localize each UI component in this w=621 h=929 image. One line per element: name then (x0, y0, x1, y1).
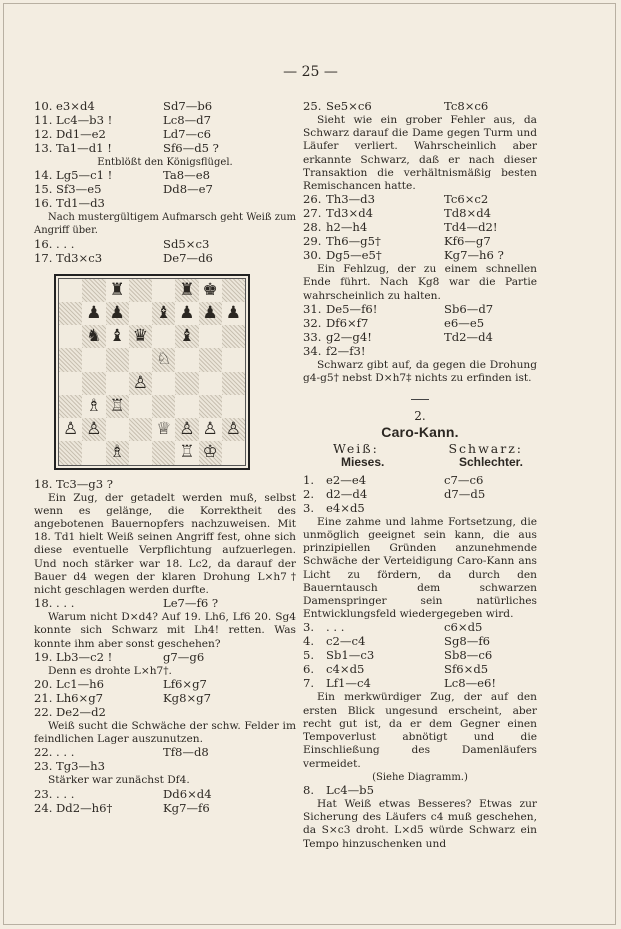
board-square (82, 418, 105, 441)
white-move: Dd2—h6† (56, 800, 113, 815)
move-row (34, 114, 296, 128)
black-move (163, 478, 296, 492)
move-number: 22. (34, 745, 53, 760)
board-square (199, 418, 222, 441)
black-move: Kg7—h6 ? (444, 248, 504, 263)
chess-piece-icon: ♗ (86, 395, 102, 416)
chess-piece-icon: ♕ (156, 419, 172, 440)
players-header (303, 456, 537, 470)
chess-piece-icon: ♙ (63, 419, 79, 440)
annotation: Warum nicht D×d4? Auf 19. Lh6, Lf6 20. Sg4 konnte sich Schwarz mit Lh4! retten. Was konnte ihm aber sonst geschehen? (34, 611, 296, 650)
white-move: Td1—d3 (56, 196, 105, 211)
chess-piece-icon: ♞ (86, 326, 102, 347)
move-row (34, 238, 296, 252)
annotation: Ein Fehlzug, der zu einem schnellen Ende führt. Nach Kg8 war die Partie wahrscheinlich zu halten. (303, 263, 537, 302)
move-row (303, 345, 537, 359)
board-square (199, 441, 222, 464)
move-number: 32. (303, 315, 322, 330)
board-square (59, 302, 82, 325)
white-move: Lc4—b5 (326, 782, 374, 797)
chess-piece-icon: ♝ (156, 302, 172, 323)
board-square (106, 395, 129, 418)
black-label: Schwarz: (448, 441, 523, 457)
board-square (106, 418, 129, 441)
white-move: Lc1—h6 (56, 677, 105, 692)
board-square (175, 348, 198, 371)
board-square (152, 325, 175, 348)
white-move: Sf3—e5 (56, 182, 102, 197)
white-move: De5—f6! (326, 301, 378, 316)
white-move: c4×d5 (326, 662, 365, 677)
board-square (129, 418, 152, 441)
board-square (82, 302, 105, 325)
board-square (175, 441, 198, 464)
move-number: 5. (303, 648, 315, 663)
board-square (152, 279, 175, 302)
move-number: 4. (303, 634, 315, 649)
white-move: Lf1—c4 (326, 676, 371, 691)
annotation: Hat Weiß etwas Besseres? Etwas zur Sicherung des Läufers c4 muß geschehen, da S×c3 droht. L×d5 würde Schwarz ein Tempo hinzuschenken und (303, 797, 537, 850)
black-move: Td8×d4 (444, 206, 492, 221)
moves-group (303, 303, 537, 359)
move-row (303, 303, 537, 317)
board-square (129, 279, 152, 302)
white-move: e4×d5 (326, 500, 365, 515)
board-square (222, 302, 245, 325)
black-move: Lf6×g7 (163, 677, 207, 692)
move-row (34, 197, 296, 211)
board-square (82, 325, 105, 348)
board-square (59, 348, 82, 371)
move-number: 24. (34, 800, 53, 815)
move-number: 16. (34, 236, 53, 251)
annotation: Sieht wie ein grober Fehler aus, da Schwarz darauf die Dame gegen Turm und Läufer verliert. Wahrscheinlich aber erkannte Schwarz, daß er nach dieser Transaktion die verhältnismäßig besten Remischancen hatte. (303, 114, 537, 193)
board-square (152, 302, 175, 325)
annotation: Ein merkwürdiger Zug, der auf den ersten Blick ungesund erscheint, aber recht gut ist, da er dem Gegner einen Tempoverlust abnötigt und die Einschließung des Damenläufers vermeidet. (303, 691, 537, 770)
board-square (175, 418, 198, 441)
move-row (303, 677, 537, 691)
board-square (106, 325, 129, 348)
moves-group (303, 100, 537, 114)
board-square (82, 395, 105, 418)
move-number: 18. (34, 596, 53, 611)
move-row (303, 249, 537, 263)
move-row (34, 478, 296, 492)
board-square (129, 372, 152, 395)
white-player: Mieses. (341, 454, 385, 469)
move-number: 15. (34, 182, 53, 197)
move-number: 3. (303, 620, 315, 635)
move-row (303, 221, 537, 235)
move-number: 13. (34, 141, 53, 155)
black-move: Ta8—e8 (163, 168, 210, 183)
black-move: d7—d5 (444, 486, 486, 501)
board-square (222, 441, 245, 464)
chess-piece-icon: ♛ (132, 326, 148, 347)
board-square (82, 372, 105, 395)
board-square (59, 395, 82, 418)
black-move: Sb8—c6 (444, 648, 493, 663)
white-label: Weiß: (333, 441, 379, 457)
black-move: De7—d6 (163, 250, 213, 265)
board-square (152, 441, 175, 464)
black-move: Sg8—f6 (444, 634, 491, 649)
board-square (199, 325, 222, 348)
move-row (303, 474, 537, 488)
black-move: Dd6×d4 (163, 786, 212, 801)
white-move: Tc3—g3 ? (56, 476, 113, 491)
moves-group (34, 788, 296, 816)
board-square (152, 395, 175, 418)
move-number: 23. (34, 786, 53, 801)
move-number: 21. (34, 691, 53, 706)
board-square (106, 372, 129, 395)
move-row (303, 207, 537, 221)
white-move: . . . (56, 786, 75, 801)
chess-piece-icon: ♖ (109, 395, 125, 416)
board-square (199, 279, 222, 302)
white-move: Td3×c3 (56, 250, 103, 265)
black-move: Td2—d4 (444, 329, 493, 344)
move-number: 31. (303, 301, 322, 316)
move-row (303, 663, 537, 677)
board-square (59, 372, 82, 395)
black-move: Sd7—b6 (163, 99, 213, 113)
white-move: Lh6×g7 (56, 691, 104, 706)
black-move: Tc8×c6 (444, 99, 489, 113)
left-column (34, 100, 296, 816)
board-square (175, 372, 198, 395)
board-square (222, 418, 245, 441)
board-square (129, 441, 152, 464)
board-square (199, 348, 222, 371)
move-number: 27. (303, 206, 322, 221)
board-square (152, 348, 175, 371)
move-row (34, 706, 296, 720)
board-square (152, 418, 175, 441)
chess-piece-icon: ♙ (179, 419, 195, 440)
white-move: . . . (56, 236, 75, 251)
board-square (59, 279, 82, 302)
white-move: h2—h4 (326, 220, 368, 235)
black-move: g7—g6 (163, 649, 205, 664)
moves-group (34, 478, 296, 492)
board-square (222, 348, 245, 371)
board-square (106, 279, 129, 302)
right-column (303, 100, 537, 851)
board-square (82, 279, 105, 302)
move-row (34, 678, 296, 692)
board-square (82, 441, 105, 464)
chess-piece-icon: ♖ (179, 442, 195, 463)
board-square (199, 302, 222, 325)
colors-header (303, 442, 537, 456)
black-move: Sf6×d5 (444, 662, 489, 677)
section-divider (411, 399, 429, 400)
move-row (303, 784, 537, 798)
white-move: Tg3—h3 (56, 759, 105, 774)
white-move: Lg5—c1 ! (56, 168, 113, 183)
black-move (444, 502, 537, 516)
white-move: . . . (326, 620, 345, 635)
move-number: 22. (34, 705, 53, 720)
moves-group (303, 784, 537, 798)
board-square (129, 302, 152, 325)
board-square (129, 325, 152, 348)
move-number: 10. (34, 99, 53, 113)
board-square (82, 348, 105, 371)
annotation: Eine zahme und lahme Fortsetzung, die unmöglich geeignet sein kann, die aus prinzipiellen Gründen anzunehmende Schwäche der Verteidigung Caro-Kann ans Licht zu fördern, da durch den Bauerntausch dem schwarzen Damenspringer sein natürliches Entwicklungsfeld wiedergegeben wird. (303, 515, 537, 621)
moves-group (303, 193, 537, 263)
move-row (34, 128, 296, 142)
board-square (199, 395, 222, 418)
game-number: 2. (414, 409, 426, 424)
moves-group (34, 678, 296, 720)
board-square (222, 325, 245, 348)
chess-piece-icon: ♗ (109, 442, 125, 463)
annotation: Schwarz gibt auf, da gegen die Drohung g4-g5† nebst D×h7‡ nichts zu erfinden ist. (303, 358, 537, 385)
white-move: Lc4—b3 ! (56, 113, 113, 127)
move-row (34, 597, 296, 611)
move-number: 11. (34, 113, 53, 127)
board-square (175, 395, 198, 418)
black-move: Sd5×c3 (163, 236, 210, 251)
annotation: Stärker war zunächst Df4. (48, 774, 190, 787)
chess-piece-icon: ♜ (179, 279, 195, 300)
black-move (163, 706, 296, 720)
black-move (163, 197, 296, 211)
page-number: — 25 — (283, 64, 338, 80)
move-number: 33. (303, 329, 322, 344)
move-row (34, 183, 296, 197)
board-square (59, 441, 82, 464)
black-move: c6×d5 (444, 620, 483, 635)
move-number: 12. (34, 127, 53, 141)
moves-group (303, 621, 537, 691)
move-row (34, 760, 296, 774)
board-square (175, 302, 198, 325)
move-row (34, 746, 296, 760)
white-move: f2—f3! (326, 343, 366, 358)
black-player: Schlechter. (458, 454, 523, 469)
white-move: Th6—g5† (326, 234, 381, 249)
moves-group (34, 169, 296, 211)
moves-group (34, 100, 296, 156)
move-number: 23. (34, 759, 53, 774)
move-number: 26. (303, 192, 322, 207)
chess-piece-icon: ♝ (179, 326, 195, 347)
white-move: Ta1—d1 ! (56, 141, 112, 155)
move-row (303, 193, 537, 207)
move-number: 25. (303, 99, 322, 113)
board-square (106, 302, 129, 325)
annotation: Ein Zug, der getadelt werden muß, selbst wenn es gelänge, die Korrektheit des angebotenen Bauernopfers nachzuweisen. Mit 18. Td1 hielt Weiß seinen Angriff fest, ohne sich diese eventuelle Verpflichtung aufzuerlegen. Und noch stärker war 18. Lc2, da darauf der Bauer d4 wegen der klaren Drohung L×h7† nicht geschlagen werden durfte. (34, 491, 296, 597)
chess-piece-icon: ♚ (202, 279, 218, 300)
board-square (129, 348, 152, 371)
black-move: Ld7—c6 (163, 127, 211, 141)
black-move: Tf8—d8 (163, 745, 209, 760)
chess-piece-icon: ♟ (202, 302, 218, 323)
annotation: Denn es drohte L×h7†. (48, 664, 172, 677)
move-row (34, 252, 296, 266)
chess-board (58, 278, 246, 466)
black-move (444, 345, 537, 359)
board-square (106, 441, 129, 464)
move-number: 3. (303, 500, 315, 515)
chess-piece-icon: ♟ (225, 302, 241, 323)
board-square (222, 372, 245, 395)
black-move: Dd8—e7 (163, 182, 213, 197)
move-row (303, 502, 537, 516)
opening-title: Caro-Kann. (381, 424, 459, 441)
board-square (199, 372, 222, 395)
move-number: 30. (303, 248, 322, 263)
white-move: Dd1—e2 (56, 127, 106, 141)
chess-piece-icon: ♟ (179, 302, 195, 323)
white-move: Td3×d4 (326, 206, 374, 221)
moves-group (34, 746, 296, 774)
white-move: g2—g4! (326, 329, 372, 344)
move-number: 28. (303, 220, 322, 235)
chess-piece-icon: ♝ (109, 326, 125, 347)
move-number: 7. (303, 676, 315, 691)
black-move: Sb6—d7 (444, 301, 494, 316)
black-move: Le7—f6 ? (163, 596, 219, 611)
black-move (444, 784, 537, 798)
move-row (303, 317, 537, 331)
white-move: Dg5—e5† (326, 248, 382, 263)
move-row (303, 649, 537, 663)
move-row (34, 142, 296, 156)
annotation: Entblößt den Königsflügel. (97, 157, 233, 168)
move-row (303, 331, 537, 345)
move-number: 18. (34, 476, 53, 491)
chess-piece-icon: ♟ (86, 302, 102, 323)
chess-piece-icon: ♙ (132, 372, 148, 393)
chess-diagram (54, 274, 250, 470)
white-move: c2—c4 (326, 634, 366, 649)
move-row (303, 635, 537, 649)
move-number: 34. (303, 343, 322, 358)
black-move: Td4—d2! (444, 220, 498, 235)
black-move: Lc8—e6! (444, 676, 497, 691)
moves-group (34, 238, 296, 266)
white-move: Se5×c6 (326, 99, 372, 113)
move-row (303, 621, 537, 635)
white-move: Sb1—c3 (326, 648, 375, 663)
move-number: 17. (34, 250, 53, 265)
white-move: e3×d4 (56, 99, 95, 113)
chess-piece-icon: ♘ (156, 349, 172, 370)
moves-group (303, 474, 537, 516)
black-move: Tc6×c2 (444, 192, 489, 207)
move-row (303, 488, 537, 502)
annotation: Nach mustergültigem Aufmarsch geht Weiß zum Angriff über. (34, 212, 296, 237)
white-move: . . . (56, 596, 75, 611)
white-move: d2—d4 (326, 486, 368, 501)
board-square (106, 348, 129, 371)
chess-piece-icon: ♔ (202, 442, 218, 463)
move-number: 8. (303, 782, 315, 797)
chess-piece-icon: ♟ (109, 302, 125, 323)
move-number: 19. (34, 649, 53, 664)
move-row (34, 100, 296, 114)
move-number: 29. (303, 234, 322, 249)
chess-piece-icon: ♙ (86, 419, 102, 440)
black-move (163, 760, 296, 774)
move-number: 2. (303, 486, 315, 501)
move-row (303, 100, 537, 114)
black-move: Kg7—f6 (163, 800, 210, 815)
black-move: Lc8—d7 (163, 113, 211, 127)
chess-piece-icon: ♙ (225, 419, 241, 440)
diagram-reference: (Siehe Diagramm.) (372, 771, 468, 783)
board-square (129, 395, 152, 418)
move-row (34, 802, 296, 816)
black-move: Sf6—d5 ? (163, 141, 219, 155)
move-number: 20. (34, 677, 53, 692)
chess-piece-icon: ♜ (109, 279, 125, 300)
white-move: De2—d2 (56, 705, 106, 720)
black-move: c7—c6 (444, 472, 484, 487)
white-move: . . . (56, 745, 75, 760)
white-move: e2—e4 (326, 472, 367, 487)
board-square (222, 279, 245, 302)
board-square (59, 418, 82, 441)
chess-piece-icon: ♙ (202, 419, 218, 440)
move-number: 14. (34, 168, 53, 183)
black-move: e6—e5 (444, 315, 485, 330)
board-square (152, 372, 175, 395)
board-square (222, 395, 245, 418)
move-row (303, 235, 537, 249)
move-row (34, 692, 296, 706)
board-square (175, 279, 198, 302)
move-number: 16. (34, 196, 53, 211)
board-square (59, 325, 82, 348)
white-move: Lb3—c2 ! (56, 649, 113, 664)
move-row (34, 788, 296, 802)
black-move: Kf6—g7 (444, 234, 491, 249)
moves-group (34, 597, 296, 611)
move-row (34, 651, 296, 665)
annotation: Weiß sucht die Schwäche der schw. Felder im feindlichen Lager auszunutzen. (34, 720, 296, 746)
move-number: 1. (303, 472, 315, 487)
black-move: Kg8×g7 (163, 691, 211, 706)
move-row (34, 169, 296, 183)
move-number: 6. (303, 662, 315, 677)
board-square (175, 325, 198, 348)
white-move: Df6×f7 (326, 315, 369, 330)
white-move: Th3—d3 (326, 192, 375, 207)
moves-group (34, 651, 296, 665)
